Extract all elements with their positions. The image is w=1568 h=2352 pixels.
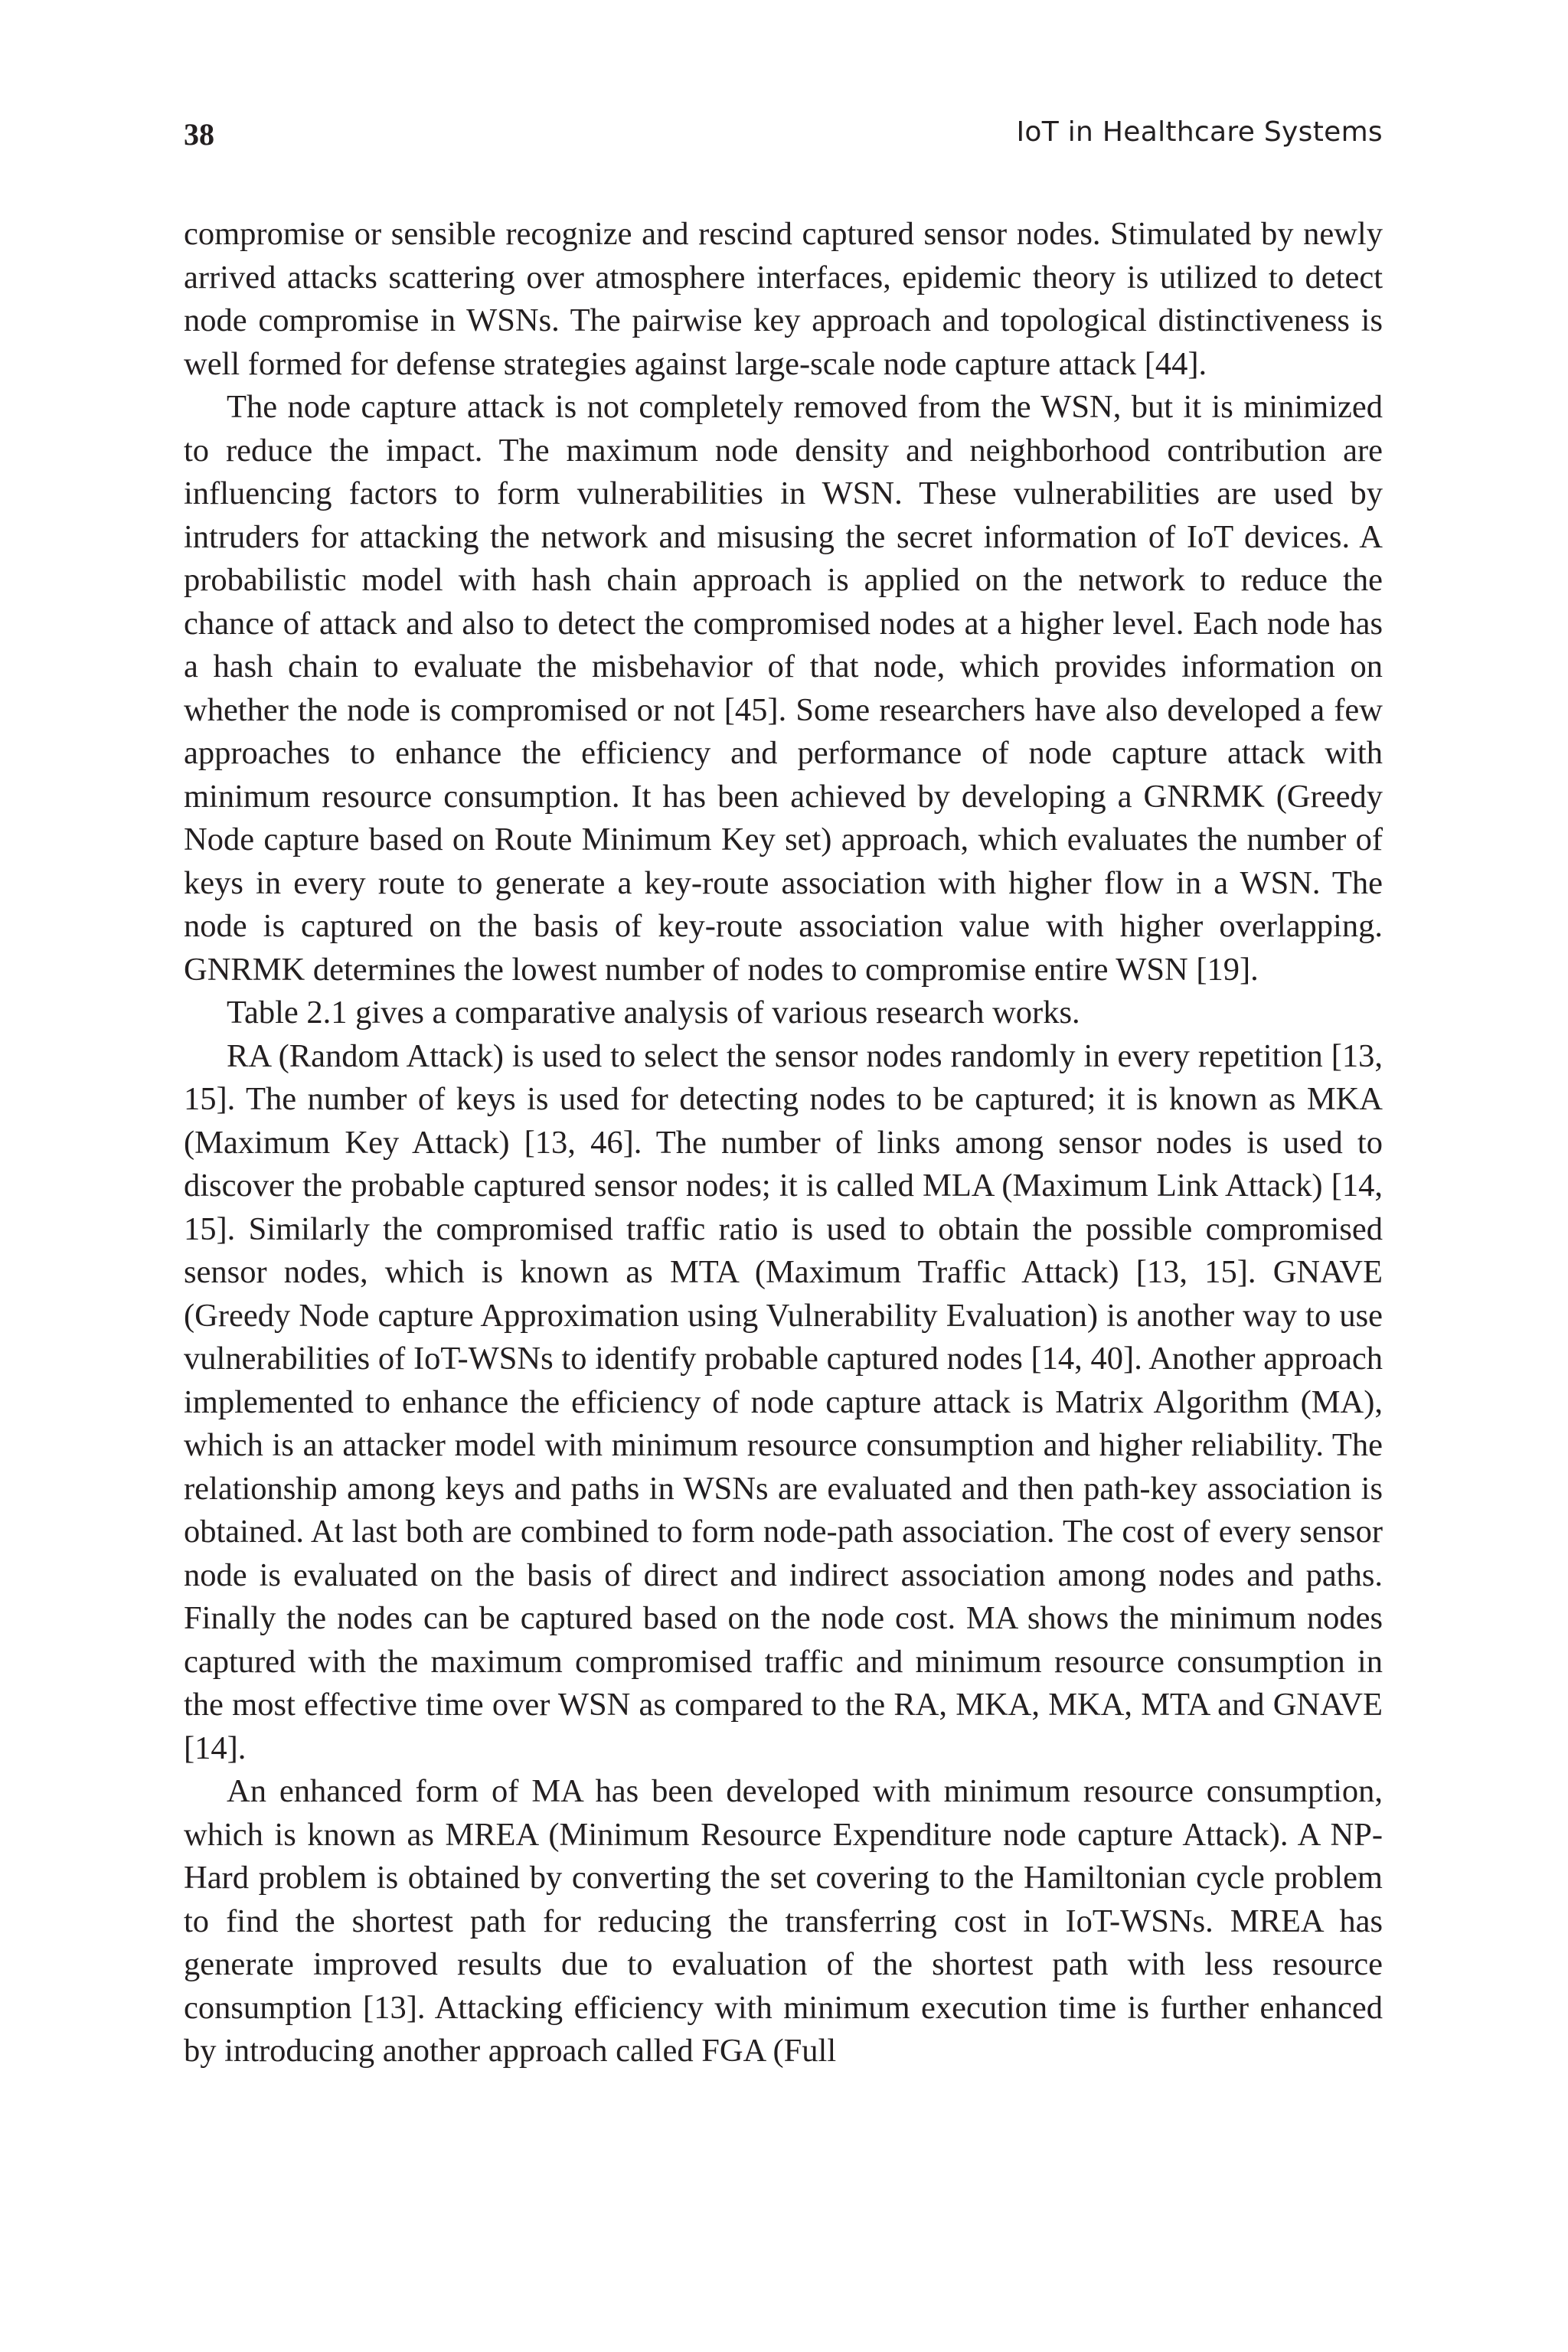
page-number: 38 bbox=[184, 117, 214, 152]
paragraph-continuation: compromise or sensible recognize and rescind captured sensor nodes. Stimulated by newly arrived attacks scattering over atmosphere interfaces, epidemic theory is utilized to detect node compromise in WSNs. The pairwise key approach and topological distinctiveness is well formed for defense strategies against large-scale node capture attack [44]. bbox=[184, 216, 1383, 382]
paragraph-attack-models: RA (Random Attack) is used to select the sensor nodes randomly in every repetition [13, 15]. The number of keys is used for detecting nodes to be captured; it is known as MKA (Maximum Key Attack) [13, 46]. The number of links among sensor nodes is used to discover the probable captured sensor nodes; it is called MLA (Maximum Link Attack) [14, 15]. Similarly the compromised traffic ratio is used to obtain the possible compromised sensor nodes, which is known as MTA (Maximum Traffic Attack) [13, 15]. GNAVE (Greedy Node capture Approximation using Vulnerability Evaluation) is another way to use vulnerabilities of IoT-WSNs to identify probable captured nodes [14, 40]. Another approach implemented to enhance the efficiency of node capture attack is Matrix Algorithm (MA), which is an attacker model with minimum resource consumption and higher reliability. The relationship among keys and paths in WSNs are evaluated and then path-key association is obtained. At last both are combined to form node-path association. The cost of every sensor node is evaluated on the basis of direct and indirect association among nodes and paths. Finally the nodes can be captured based on the node cost. MA shows the minimum nodes captured with the maximum compromised traffic and minimum resource consumption in the most effective time over WSN as compared to the RA, MKA, MKA, MTA and GNAVE [14]. bbox=[184, 1037, 1383, 1766]
running-header bbox=[184, 116, 1383, 162]
paragraph-mrea: An enhanced form of MA has been developed with minimum resource consumption, which is known as MREA (Minimum Resource Expenditure node capture Attack). A NP-Hard problem is obtained by converting the set covering to the Hamiltonian cycle problem to find the shortest path for reducing the transferring cost in IoT-WSNs. MREA has generate improved results due to evaluation of the shortest path with less resource consumption [13]. Attacking efficiency with minimum execution time is further enhanced by introducing another approach called FGA (Full bbox=[184, 1773, 1383, 2069]
paragraph-table-reference: Table 2.1 gives a comparative analysis of various research works. bbox=[227, 995, 1080, 1031]
paragraph-node-capture: The node capture attack is not completely removed from the WSN, but it is minimized to reduce the impact. The maximum node density and neighborhood contribution are influencing factors to form vulnerabilities in WSN. These vulnerabilities are used by intruders for attacking the network and misusing the secret information of IoT devices. A probabilistic model with hash chain approach is applied on the network to reduce the chance of attack and also to detect the compromised nodes at a higher level. Each node has a hash chain to evaluate the misbehavior of that node, which provides information on whether the node is compromised or not [45]. Some researchers have also developed a few approaches to enhance the efficiency and performance of node capture attack with minimum resource consumption. It has been achieved by developing a GNRMK (Greedy Node capture based on Route Minimum Key set) approach, which evaluates the number of keys in every route to generate a key-route association with higher flow in a WSN. The node is captured on the basis of key-route association value with higher overlapping. GNRMK determines the lowest number of nodes to compromise entire WSN [19]. bbox=[184, 389, 1383, 988]
body-text bbox=[184, 213, 1383, 2073]
running-title: IoT in Healthcare Systems bbox=[1016, 116, 1383, 148]
